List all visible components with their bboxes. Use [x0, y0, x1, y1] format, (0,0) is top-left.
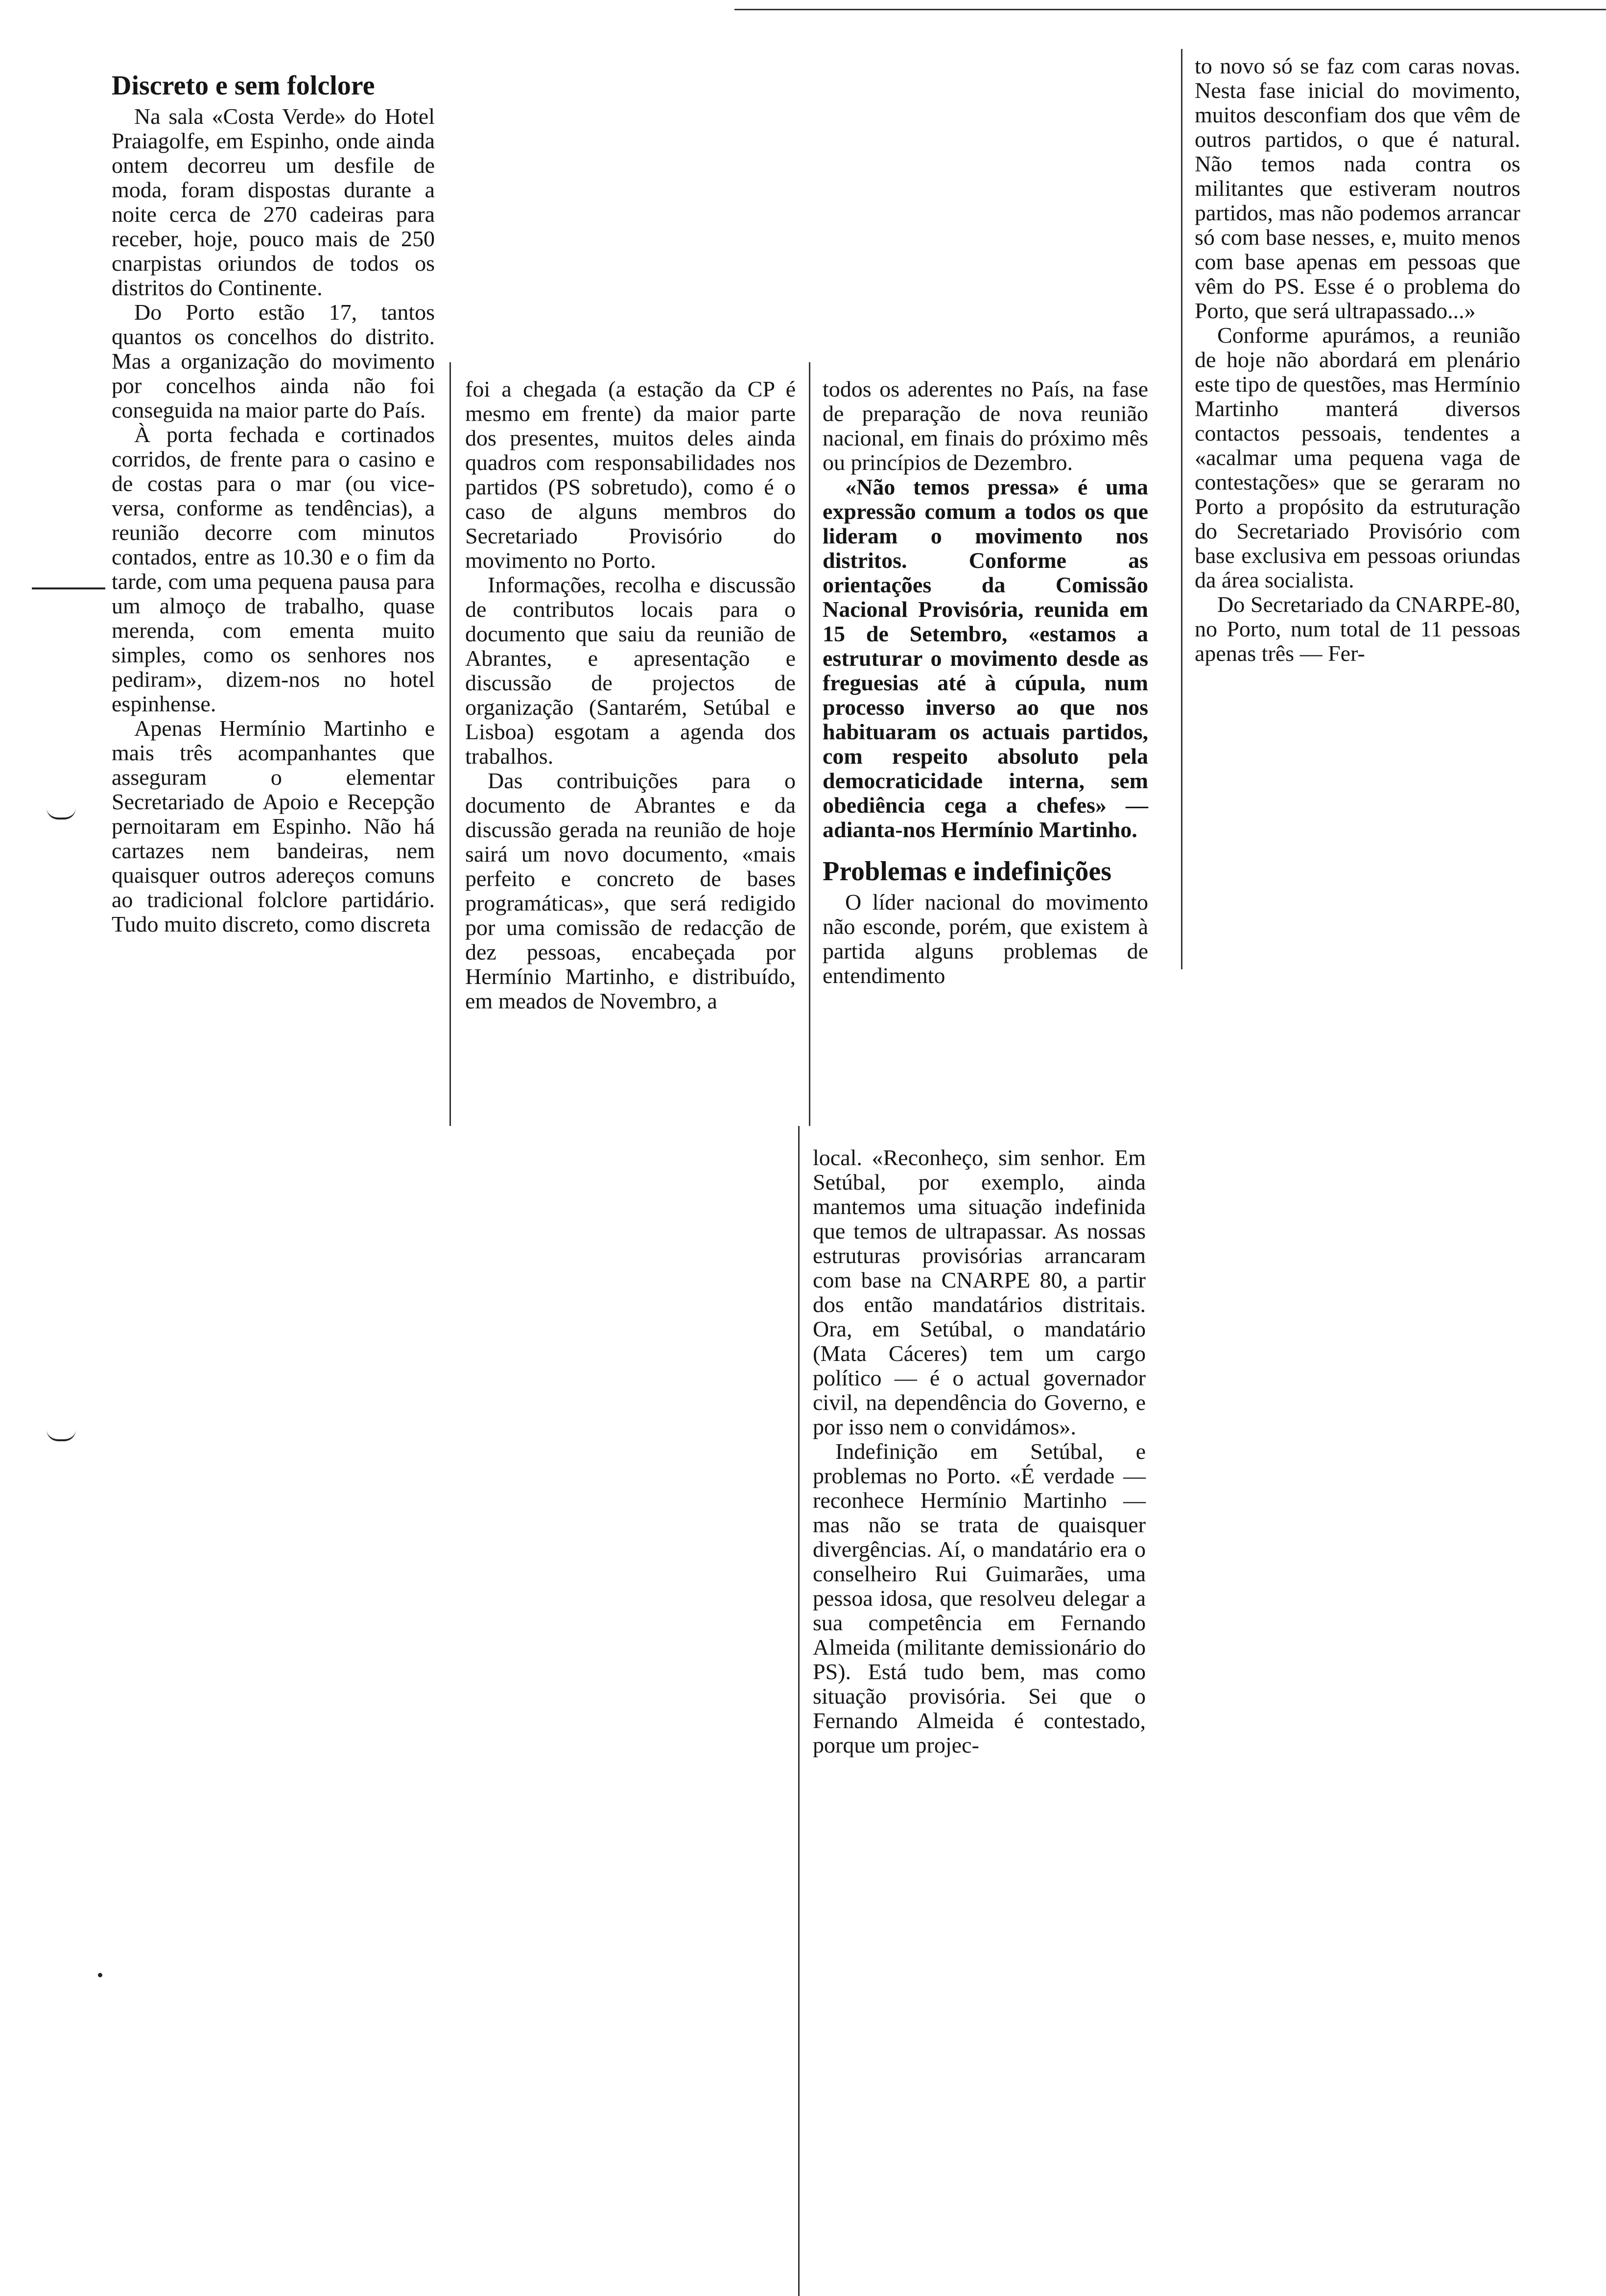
- paragraph: todos os aderentes no País, na fase de preparação de nova reunião nacional, em finais do próximo mês ou princípios de Dezembro.: [823, 376, 1148, 475]
- paragraph: Do Secretariado da CNARPE-80, no Porto, num total de 11 pessoas apenas três — Fer-: [1195, 592, 1520, 666]
- paragraph: À porta fechada e cortinados corridos, de frente para o casino e de costas para o mar (ou vice-versa, conforme as tendências), a reunião decorre com minutos contados, entre as 10.30 e o fim da tarde, com uma pequena pausa para um almoço de trabalho, quase merenda, com ementa muito simples, como os senhores nos pediram», dizem-nos no hotel espinhense.: [112, 422, 435, 716]
- top-rule: [734, 9, 1606, 10]
- headline-problemas: Problemas e indefinições: [823, 856, 1112, 887]
- column-3-continued: [813, 1146, 1146, 1757]
- column-1: [112, 71, 435, 937]
- headline-discreto: Discreto e sem folclore: [112, 70, 375, 101]
- column-2: [465, 377, 796, 1013]
- margin-mark: [32, 587, 105, 589]
- column-rule: [809, 362, 810, 1126]
- paragraph: to novo só se faz com caras novas. Nesta fase inicial do movimento, muitos desconfiam dos que vêm de outros partidos, o que é natural. Não temos nada contra os militantes que estiveram noutros partidos, mas não podemos arrancar só com base nesses, e, muito menos com base apenas em pessoas que vêm do PS. Esse é o problema do Porto, que será ultrapassado...»: [1195, 53, 1520, 323]
- column-rule: [449, 362, 451, 1126]
- paragraph: «Não temos pressa» é uma expressão comum a todos os que lideram o movimento nos distritos. Conforme as orientações da Comissão Nacional Provisória, reunida em 15 de Setembro, «estamos a estruturar o movimento desde as freguesias até à cúpula, num processo inverso ao que nos habituaram os actuais partidos, com respeito absoluto pela democraticidade interna, sem obediência cega a chefes» — adianta-nos Hermínio Martinho.: [823, 474, 1148, 842]
- column-rule: [798, 1126, 800, 2296]
- column-4: [1195, 54, 1520, 666]
- paragraph: O líder nacional do movimento não esconde, porém, que existem à partida alguns problemas de entendimento: [823, 890, 1148, 988]
- paragraph: Do Porto estão 17, tantos quantos os concelhos do distrito. Mas a organização do movimento por concelhos ainda não foi conseguida na maior parte do País.: [112, 300, 435, 422]
- column-3: [823, 377, 1148, 988]
- paragraph: Na sala «Costa Verde» do Hotel Praiagolfe, em Espinho, onde ainda ontem decorreu um desfile de moda, foram dispostas durante a noite cerca de 270 cadeiras para receber, hoje, pouco mais de 250 cnarpistas oriundos de todos os distritos do Continente.: [112, 104, 435, 300]
- column-rule: [1181, 49, 1182, 969]
- margin-mark: [47, 808, 76, 820]
- paragraph: foi a chegada (a estação da CP é mesmo em frente) da maior parte dos presentes, muitos deles ainda quadros com responsabilidades nos partidos (PS sobretudo), como é o caso de alguns membros do Secretariado Provisório do movimento no Porto.: [465, 376, 796, 573]
- paragraph: Apenas Hermínio Martinho e mais três acompanhantes que asseguram o elementar Secretariado de Apoio e Recepção pernoitaram em Espinho. Não há cartazes nem bandeiras, nem quaisquer outros adereços comuns ao tradicional folclore partidário. Tudo muito discreto, como discreta: [112, 716, 435, 937]
- paragraph: Informações, recolha e discussão de contributos locais para o documento que saiu da reunião de Abrantes, e apresentação e discussão de projectos de organização (Santarém, Setúbal e Lisboa) esgotam a agenda dos trabalhos.: [465, 572, 796, 769]
- margin-mark: [47, 1429, 76, 1441]
- paragraph: Das contribuições para o documento de Abrantes e da discussão gerada na reunião de hoje sairá um novo documento, «mais perfeito e concreto de bases programáticas», que será redigido por uma comissão de redacção de dez pessoas, encabeçada por Hermínio Martinho, e distribuído, em meados de Novembro, a: [465, 768, 796, 1013]
- paragraph: local. «Reconheço, sim senhor. Em Setúbal, por exemplo, ainda mantemos uma situação indefinida que temos de ultrapassar. As nossas estruturas provisórias arrancaram com base na CNARPE 80, a partir dos então mandatários distritais. Ora, em Setúbal, o mandatário (Mata Cáceres) tem um cargo político — é o actual governador civil, na dependência do Governo, e por isso nem o convidámos».: [813, 1145, 1146, 1439]
- paragraph: Indefinição em Setúbal, e problemas no Porto. «É verdade — reconhece Hermínio Martinho — mas não se trata de quaisquer divergências. Aí, o mandatário era o conselheiro Rui Guimarães, uma pessoa idosa, que resolveu delegar a sua competência em Fernando Almeida (militante demissionário do PS). Está tudo bem, mas como situação provisória. Sei que o Fernando Almeida é contestado, porque um projec-: [813, 1439, 1146, 1757]
- paragraph: Conforme apurámos, a reunião de hoje não abordará em plenário este tipo de questões, mas Hermínio Martinho manterá diversos contactos pessoais, tendentes a «acalmar uma pequena vaga de contestações» que se geraram no Porto a propósito da estruturação do Secretariado Provisório com base exclusiva em pessoas oriundas da área socialista.: [1195, 323, 1520, 592]
- margin-dot: [98, 1973, 102, 1977]
